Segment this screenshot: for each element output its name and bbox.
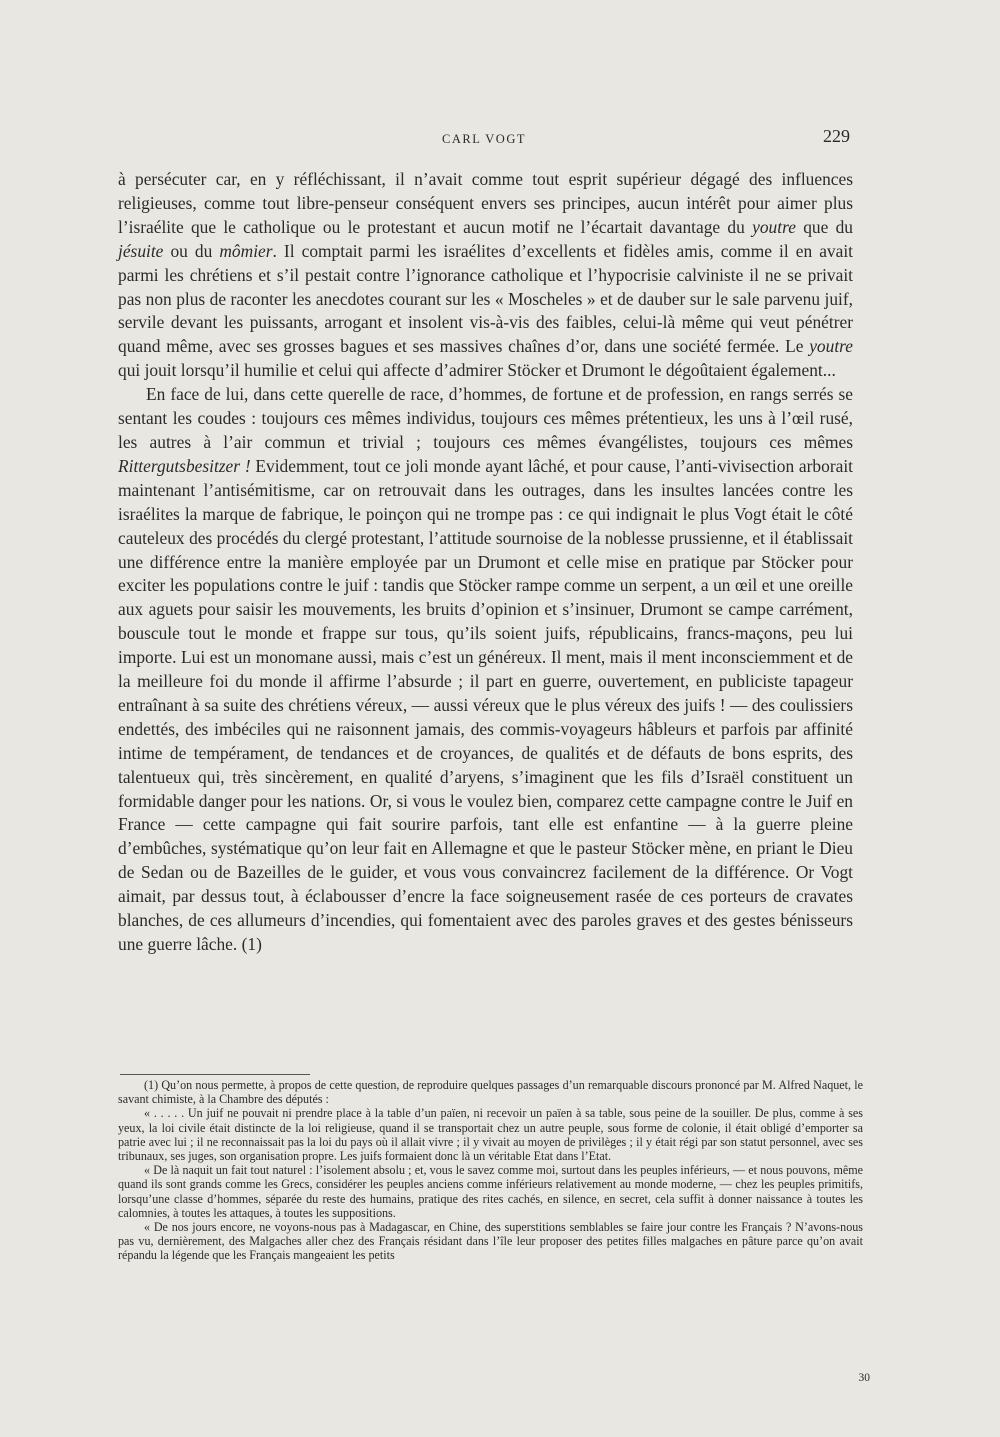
text-run: Evidemment, tout ce joli monde ayant lâché, et pour cause, l’anti-vivisection arborait maintenant l’antisémitisme, car on retrouvait dans les outrages, dans les insultes lancées contre les israélites la marque de fabrique, le poinçon qui ne trompe pas : ce qui indignait le plus Vogt était le côté cauteleux des procédés du clergé protestant, l’attitude sournoise de la noblesse prussienne, et il établissait une différence entre la manière employée par un Drumont et celle mise en pratique par Stöcker pour exciter les populations contre le juif : tandis que Stöcker rampe comme un serpent, a un œil et une oreille aux aguets pour saisir les mouvements, les bruits d’opinion et s’insinuer, Drumont se campe carrément, bouscule tout le monde et frappe sur tous, qu’ils soient juifs, républicains, francs-maçons, peu lui importe. Lui est un monomane aussi, mais c’est un généreux. Il ment, mais il ment inconsciemment et de la meilleure foi du monde il affirme l’absurde ; il part en guerre, ouvertement, en publiciste tapageur entraînant à sa suite des chrétiens véreux, — aussi véreux que le plus véreux des juifs ! — des coulissiers endettés, des imbéciles qui ne raisonnent jamais, des commis-voyageurs hâbleurs et parfois par affinité intime de tempérament, de tendances et de croyances, de qualités et de défauts de bons esprits, des talentueux qui, très sincèrement, en qualité d’aryens, s’imaginent que les fils d’Israël constituent un formidable danger pour les nations. Or, si vous le voulez bien, comparez cette campagne contre le Juif en France — cette campagne qui fait sourire parfois, tant elle est enfantine — à la guerre pleine d’embûches, systématique qu’on leur fait en Allemagne et que le pasteur Stöcker mène, en priant le Dieu de Sedan ou de Bazeilles de le guider, et vous vous convaincrez facilement de la différence. Or Vogt aimait, par dessus tout, à éclabousser d’encre la face soigneusement rasée de ces porteurs de cravates blanches, de ces allumeurs d’incendies, qui fomentaient avec des paroles graves et des gestes bénisseurs une guerre lâche. (1)	[118, 455, 853, 954]
italic-term: youtre	[752, 216, 796, 237]
italic-term: youtre	[809, 336, 853, 357]
footnote-paragraph: (1) Qu’on nous permette, à propos de cette question, de reproduire quelques passages d’un remarquable discours prononcé par M. Alfred Naquet, le savant chimiste, à la Chambre des députés :	[118, 1078, 863, 1107]
paragraph-1	[118, 168, 853, 383]
running-head: CARL VOGT	[442, 132, 526, 146]
page-header	[118, 126, 850, 150]
text-run: . Il comptait parmi les israélites d’excellents et fidèles amis, comme il en avait parmi les chrétiens et s’il pestait contre l’ignorance catholique et l’hypocrisie calviniste il ne se privait pas non plus de raconter les anecdotes courant sur les « Moscheles » et de dauber sur le sale parvenu juif, servile devant les puissants, arrogant et insolent vis-à-vis des faibles, celui-là même qui veut pénétrer quand même, avec ses grosses bagues et ses massives chaînes d’or, dans une société fermée. Le	[118, 240, 853, 357]
text-run: que du	[795, 216, 853, 237]
text-run: qui jouit lorsqu’il humilie et celui qui affecte d’admirer Stöcker et Drumont le dégoûtaient également...	[118, 360, 836, 381]
page-number: 229	[823, 126, 850, 146]
main-text	[118, 168, 853, 957]
italic-term: mômier	[219, 240, 273, 261]
italic-term: jésuite	[118, 240, 164, 261]
footnote-paragraph: « De nos jours encore, ne voyons-nous pas à Madagascar, en Chine, des superstitions semblables se faire jour contre les Français ? N’avons-nous pas vu, dernièrement, des Malgaches aller chez des Français résidant dans l’île leur proposer des petites filles malgaches en pâture parce qu’on avait répandu la légende que les Français mangeaient les petits	[118, 1220, 863, 1263]
paragraph-2	[118, 383, 853, 957]
footnote-paragraph: « De là naquit un fait tout naturel : l’isolement absolu ; et, vous le savez comme moi, surtout dans les peuples inférieurs, — et nous pouvons, même quand ils sont grands comme les Grecs, considérer les peuples anciens comme inférieurs relativement au monde moderne, — chez les peuples primitifs, lorsqu’une classe d’hommes, séparée du reste des humains, pratique des rites cachés, en silence, en secret, cela suffit à donner naissance à toutes les calomnies, à toutes les attaques, à toutes les suppositions.	[118, 1163, 863, 1220]
footnote-divider	[120, 1074, 310, 1075]
footnotes	[118, 1078, 863, 1263]
italic-term: Rittergutsbesitzer !	[118, 455, 251, 476]
text-run: ou du	[163, 240, 220, 261]
text-run: à persécuter car, en y réfléchissant, il n’avait comme tout esprit supérieur dégagé des influences religieuses, comme tout libre-penseur conséquent envers ses principes, aucun intérêt pour aimer plus l’israélite que le catholique ou le protestant et aucun motif ne l’écartait davantage du	[118, 169, 853, 237]
text-run: En face de lui, dans cette querelle de race, d’hommes, de fortune et de profession, en rangs serrés se sentant les coudes : toujours ces mêmes individus, toujours ces mêmes prétentieux, les uns à l’œil rusé, les autres à l’air commun et trivial ; toujours ces mêmes évangélistes, toujours ces mêmes	[118, 384, 853, 452]
signature-mark: 30	[858, 1372, 870, 1384]
footnote-paragraph: « . . . . . Un juif ne pouvait ni prendre place à la table d’un païen, ni recevoir un païen à sa table, sous peine de la souiller. De plus, comme à ses yeux, la loi civile était distincte de la loi religieuse, quand il se transportait chez un autre peuple, sous forme de colonie, il était obligé d’emporter sa patrie avec lui ; il ne reconnaissait pas la loi du pays où il allait vivre ; il y vivait au moyen de privilèges ; il y était régi par son statut personnel, avec ses tribunaux, ses juges, son organisation propre. Les juifs formaient donc là un véritable Etat dans l’Etat.	[118, 1106, 863, 1164]
